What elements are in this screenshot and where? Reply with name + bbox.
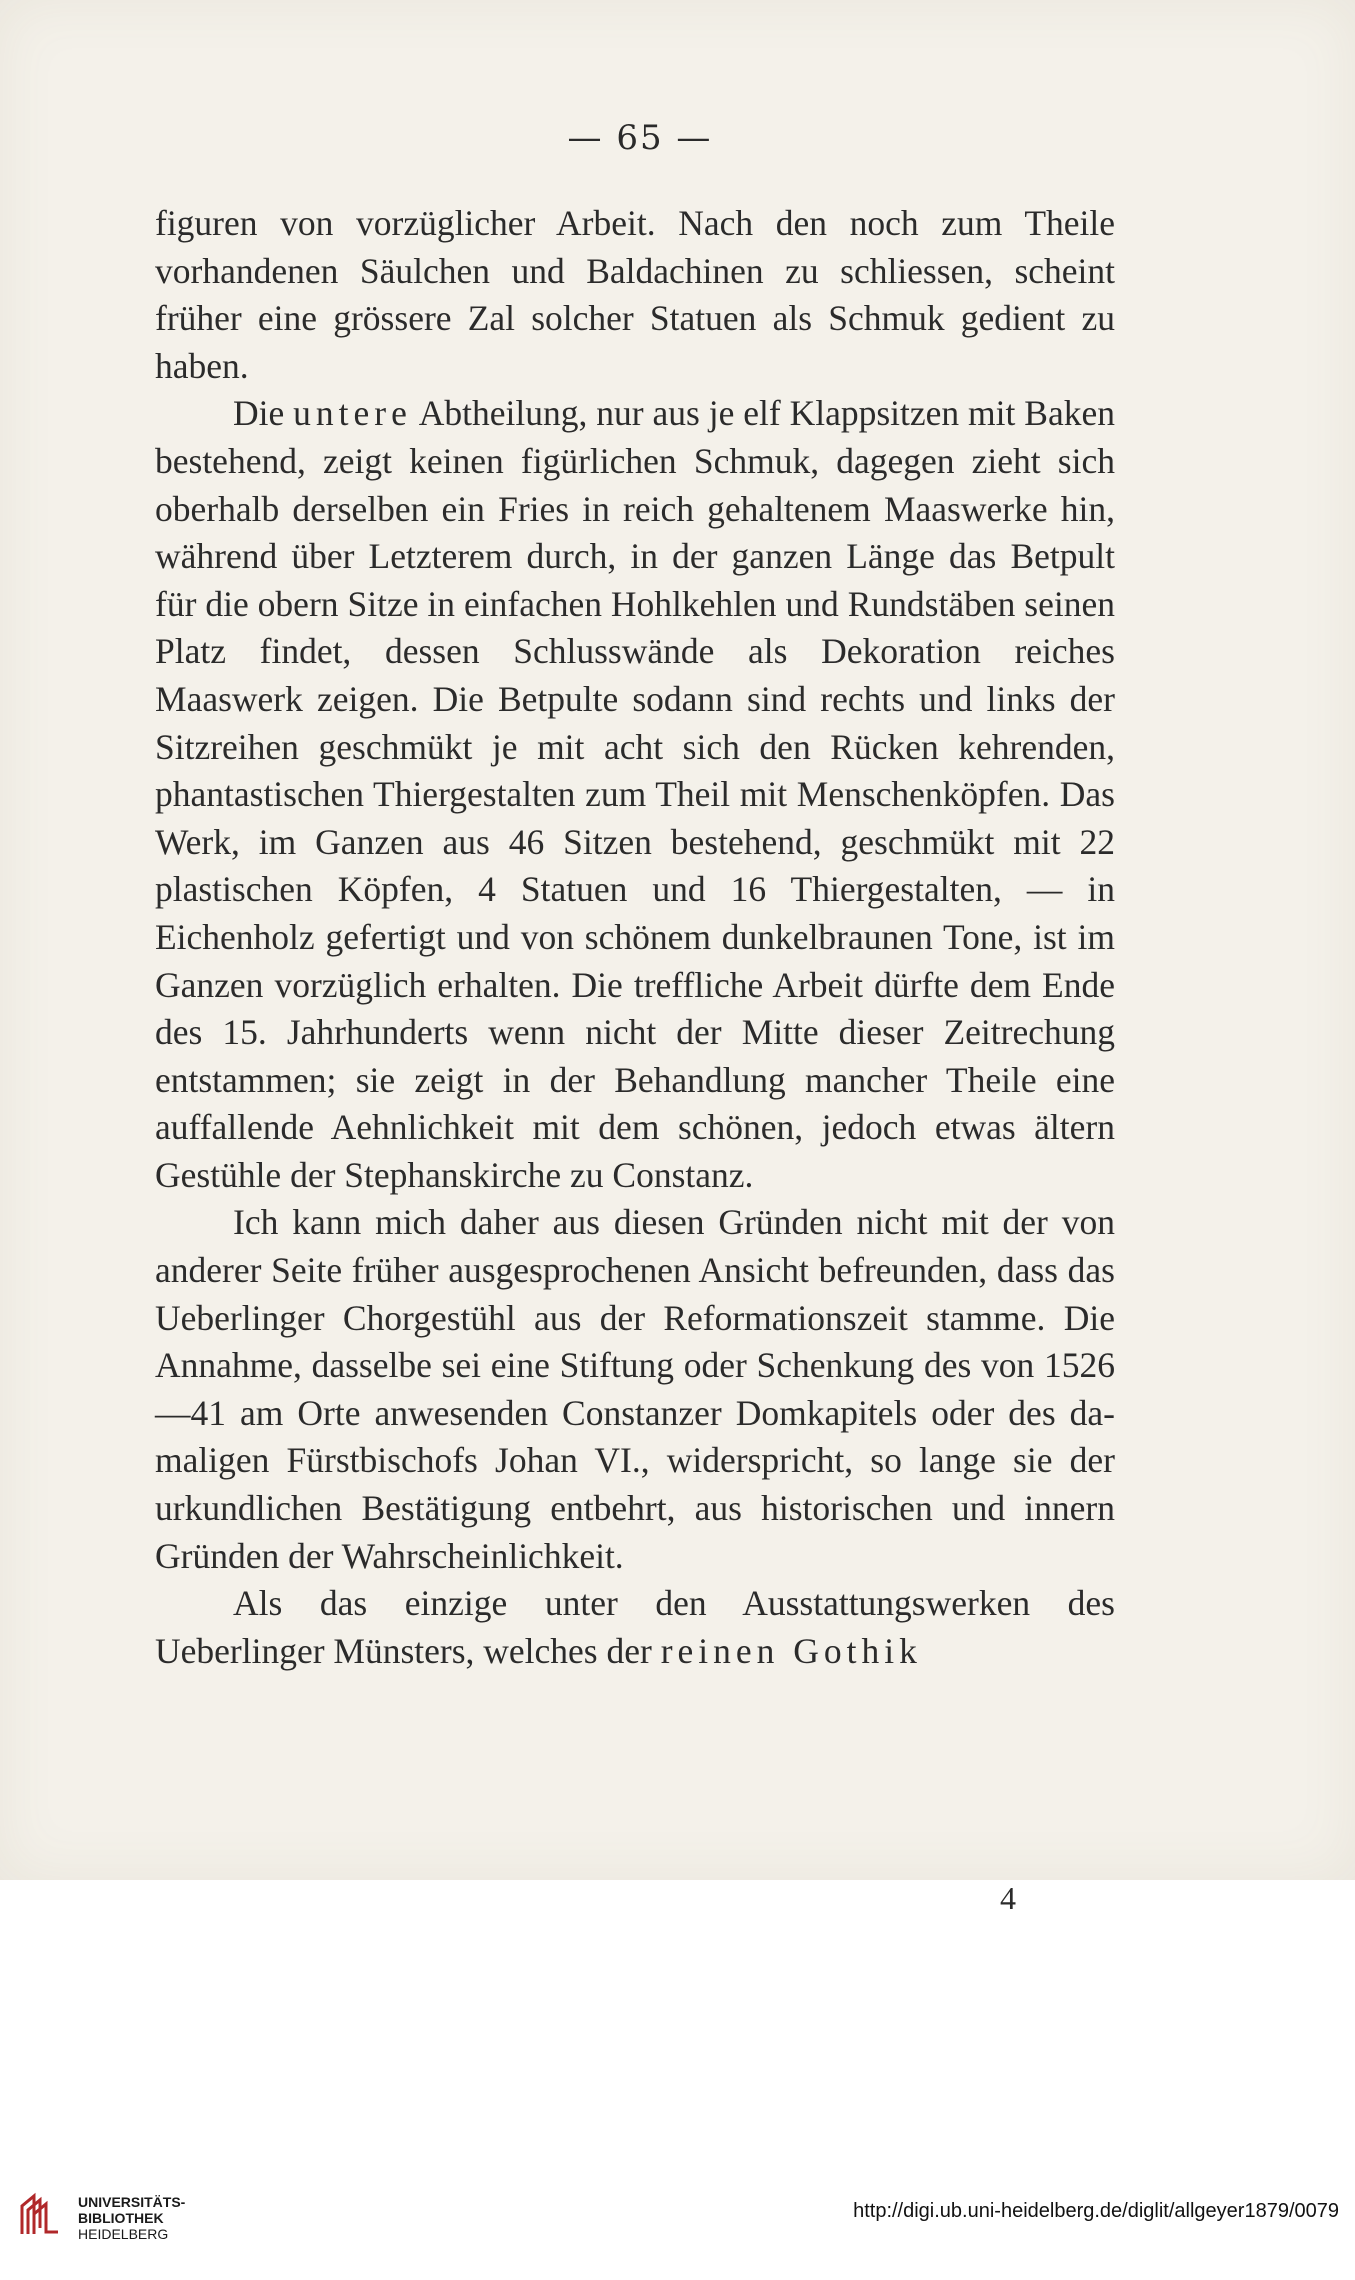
paragraph-2 [155,390,1115,1199]
footer [0,2180,1355,2280]
emphasis-reinen-gothik: reinen Gothik [660,1630,922,1671]
source-url-link[interactable]: http://digi.ub.uni-heidelberg.de/diglit/allgeyer1879/0079 [853,2200,1339,2222]
library-logo-icon [14,2190,64,2240]
library-name-line1: UNIVERSITÄTS- [78,2194,186,2210]
paragraph-4 [155,1580,1115,1675]
page-number: — 65 — [567,118,713,158]
paragraph-1: figuren von vorzüglicher Arbeit. Nach den noch zum Theile vorhandenen Säulchen und Baldachinen zu schliessen, scheint früher eine grössere Zal solcher Statuen als Schmuk gedient zu haben. [155,203,1115,386]
paragraph-4-start: Als das einzige unter den Ausstattungswerken des Ueberlinger Münsters, welches der [155,1583,1115,1671]
library-name [78,2194,185,2242]
paragraph-2-start: Die [233,393,294,434]
body-text [155,200,1115,1675]
emphasis-untere: untere [293,393,412,434]
signature-mark: 4 [1000,1880,1016,1916]
paragraph-3: Ich kann mich daher aus diesen Gründen nicht mit der von anderer Seite früher ausgesprochenen Ansicht befreunden, dass das Ueberlinger Chorgestühl aus der Reformationszeit stamme. Die Annahme, dasselbe sei eine Stiftung oder Schenkung des von 1526—41 am Orte anwesenden Constanzer Domkapitels oder des damaligen Fürstbischofs Johan VI., widerspricht, so lange sie der urkundlichen Bestätigung entbehrt, aus historischen und innern Gründen der Wahrscheinlichkeit. [155,1202,1115,1576]
library-name-line2: BIBLIOTHEK [78,2210,164,2226]
library-name-line3: HEIDELBERG [78,2226,169,2242]
paragraph-2-rest: Abtheilung, nur aus je elf Klappsitzen mit Baken bestehend, zeigt keinen figürlichen Schmuk, dagegen zieht sich oberhalb derselben ein Fries in reich gehaltenem Maaswerke hin, während über Letzterem durch, in der ganzen Länge das Betpult für die obern Sitze in einfachen Hohlkehlen und Rundstäben seinen Platz findet, dessen Schlusswände als Dekoration reiches Maaswerk zeigen. Die Betpulte sodann sind rechts und links der Sitzreihen geschmükt je mit acht sich den Rücken kehrenden, phantastischen Thiergestalten zum Theil mit Menschenköpfen. Das Werk, im Ganzen aus 46 Sitzen bestehend, geschmükt mit 22 plastischen Köpfen, 4 Statuen und 16 Thiergestalten, — in Eichenholz gefertigt und von schönem dunkelbraunen Tone, ist im Ganzen vorzüglich erhalten. Die treffliche Arbeit dürfte dem Ende des 15. Jahrhunderts wenn nicht der Mitte dieser Zeitrechung entstammen; sie zeigt in der Behandlung mancher Theile eine auffallende Aehnlichkeit mit dem schönen, jedoch etwas ältern Gestühle der Stephanskirche zu Constanz. [155,393,1115,1195]
